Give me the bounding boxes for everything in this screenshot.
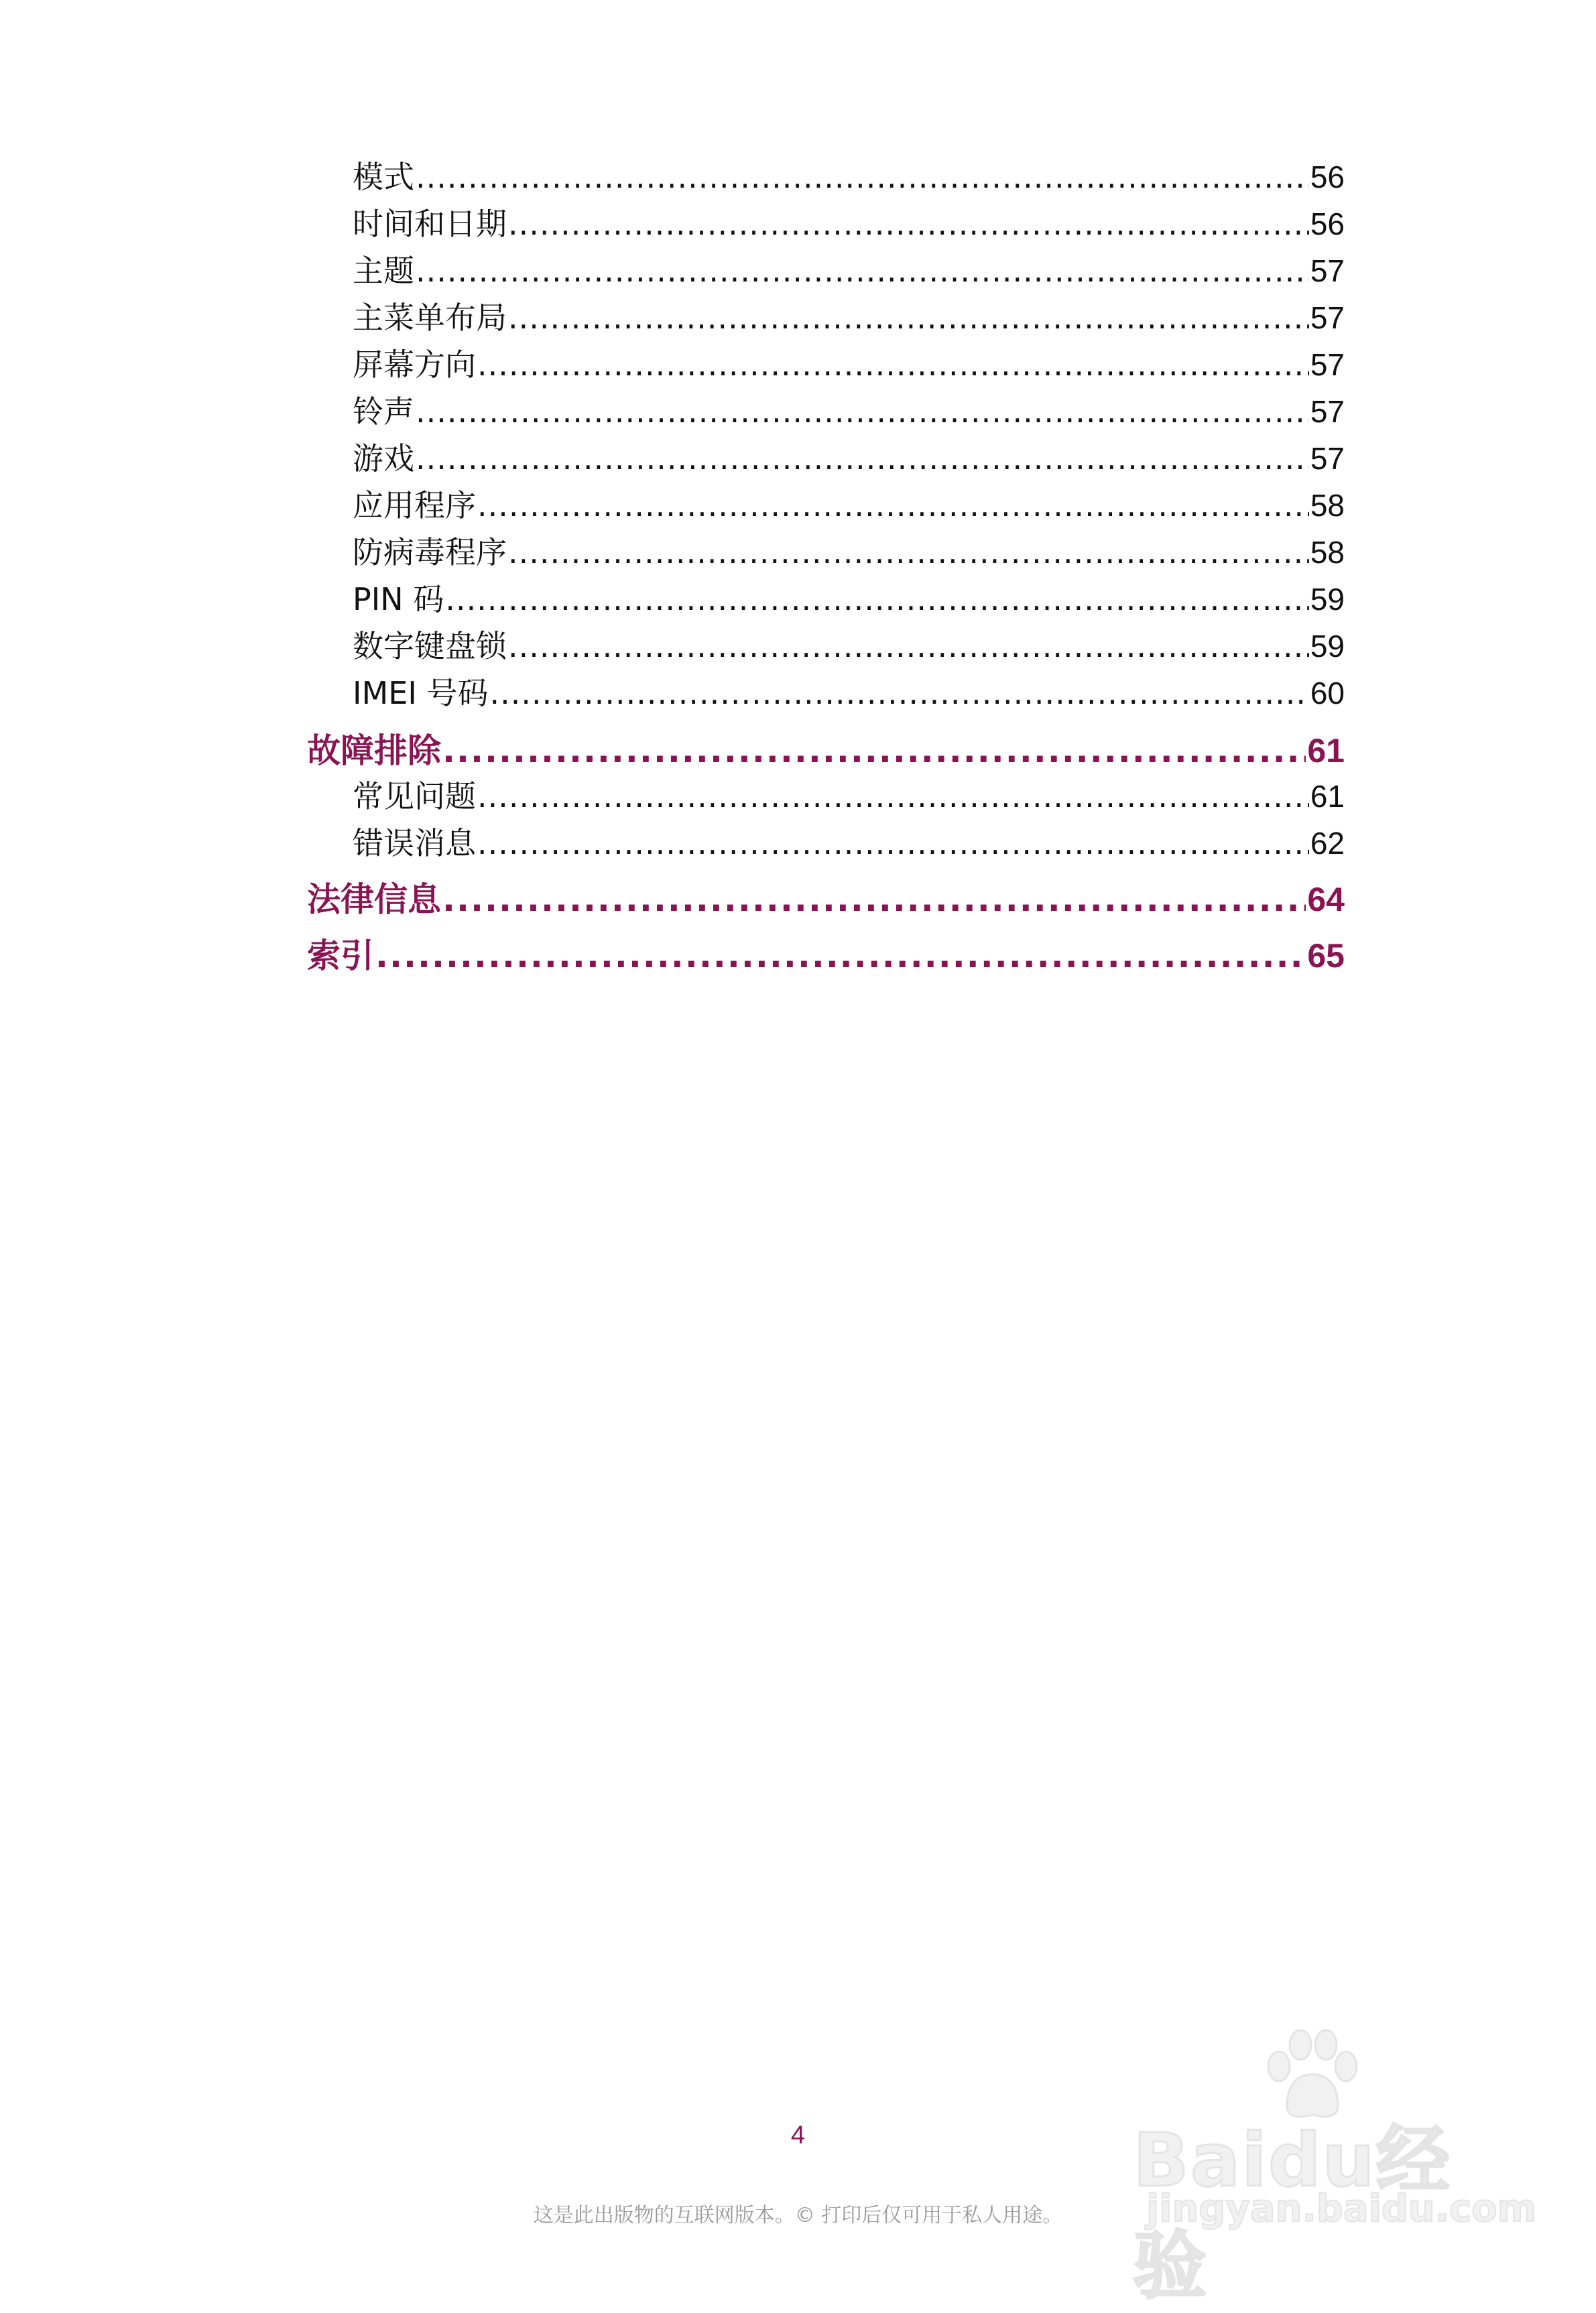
- toc-entry-page: 57: [1310, 347, 1345, 382]
- toc-entry-page: 57: [1310, 394, 1345, 429]
- toc-entry-label: 常见问题: [353, 778, 476, 814]
- toc-entry-page: 58: [1310, 535, 1345, 570]
- toc-entry-page: 57: [1310, 253, 1345, 288]
- toc-leader-dots: [477, 487, 1309, 523]
- toc-entry-page: 56: [1310, 160, 1345, 194]
- toc-leader-dots: [445, 581, 1308, 617]
- toc-entry[interactable]: [353, 772, 1345, 814]
- toc-entry-page: 61: [1310, 779, 1345, 814]
- toc-entry-page: 59: [1310, 582, 1345, 617]
- toc-leader-dots: [442, 880, 1306, 918]
- toc-entry-label: 应用程序: [353, 487, 476, 523]
- toc-entry[interactable]: [353, 819, 1345, 861]
- toc-entry-label: 游戏: [353, 440, 414, 476]
- toc-chapter-page: 65: [1307, 937, 1345, 975]
- toc-leader-dots: [477, 778, 1309, 814]
- toc-chapter-entry[interactable]: [307, 724, 1345, 769]
- toc-leader-dots: [477, 825, 1309, 861]
- watermark-logo-text: Baidu经验: [1133, 2117, 1451, 2309]
- toc-entry-page: 62: [1310, 826, 1345, 861]
- toc-chapter-label: 故障排除: [307, 731, 441, 769]
- toc-entry-label: 屏幕方向: [353, 347, 476, 382]
- toc-entry-label: 模式: [353, 159, 414, 194]
- toc-entry-label: 铃声: [353, 393, 414, 429]
- toc-entry[interactable]: [353, 575, 1345, 617]
- toc-leader-dots: [416, 159, 1309, 194]
- toc-leader-dots: [490, 675, 1309, 710]
- toc-entry-label: 数字键盘锁: [353, 628, 507, 664]
- toc-leader-dots: [416, 440, 1309, 476]
- toc-entry-page: 57: [1310, 300, 1345, 335]
- toc-entry[interactable]: [353, 153, 1345, 194]
- toc-entry[interactable]: [353, 200, 1345, 241]
- baidu-jingyan-watermark: [1133, 2027, 1537, 2309]
- toc-entry-label: 防病毒程序: [353, 534, 507, 570]
- toc-entry[interactable]: [353, 528, 1345, 570]
- toc-entry-label: 时间和日期: [353, 206, 507, 241]
- toc-entry[interactable]: [353, 622, 1345, 664]
- toc-chapter-page: 64: [1307, 881, 1345, 918]
- toc-chapter-page: 61: [1307, 732, 1345, 769]
- toc-entry-page: 56: [1310, 206, 1345, 241]
- toc-entry-page: 59: [1310, 629, 1345, 664]
- toc-chapter-entry[interactable]: [307, 929, 1345, 975]
- toc-entry[interactable]: [353, 669, 1345, 710]
- toc-entry[interactable]: [353, 387, 1345, 429]
- footer-note: 这是此出版物的互联网版本。© 打印后仅可用于私人用途。: [533, 2204, 1063, 2227]
- toc-entry-page: 60: [1310, 676, 1345, 710]
- toc-entry-page: 58: [1310, 488, 1345, 523]
- page-number: 4: [790, 2121, 806, 2149]
- toc-entry-label: 错误消息: [353, 825, 476, 861]
- toc-entry-label: 主菜单布局: [353, 300, 507, 335]
- toc-leader-dots: [477, 347, 1309, 382]
- toc-leader-dots: [416, 393, 1309, 429]
- toc-entry[interactable]: [353, 294, 1345, 335]
- toc-entry[interactable]: [353, 340, 1345, 382]
- toc-entry-label: IMEI 号码: [353, 675, 489, 710]
- toc-leader-dots: [508, 628, 1309, 664]
- toc-entry-label: 主题: [353, 253, 414, 288]
- toc-entry-label: PIN 码: [353, 581, 444, 617]
- watermark-url-text: jingyan.baidu.com: [1146, 2187, 1537, 2231]
- toc-entry-page: 57: [1310, 441, 1345, 476]
- toc-leader-dots: [375, 936, 1306, 975]
- toc-chapter-entry[interactable]: [307, 873, 1345, 918]
- toc-entry[interactable]: [353, 434, 1345, 476]
- toc-leader-dots: [416, 253, 1309, 288]
- toc-leader-dots: [508, 300, 1309, 335]
- toc-leader-dots: [508, 206, 1309, 241]
- toc-chapter-label: 法律信息: [307, 880, 441, 918]
- toc-entry[interactable]: [353, 481, 1345, 523]
- toc-leader-dots: [508, 534, 1309, 570]
- toc-leader-dots: [442, 731, 1306, 769]
- toc-entry[interactable]: [353, 247, 1345, 288]
- toc-chapter-label: 索引: [307, 936, 374, 975]
